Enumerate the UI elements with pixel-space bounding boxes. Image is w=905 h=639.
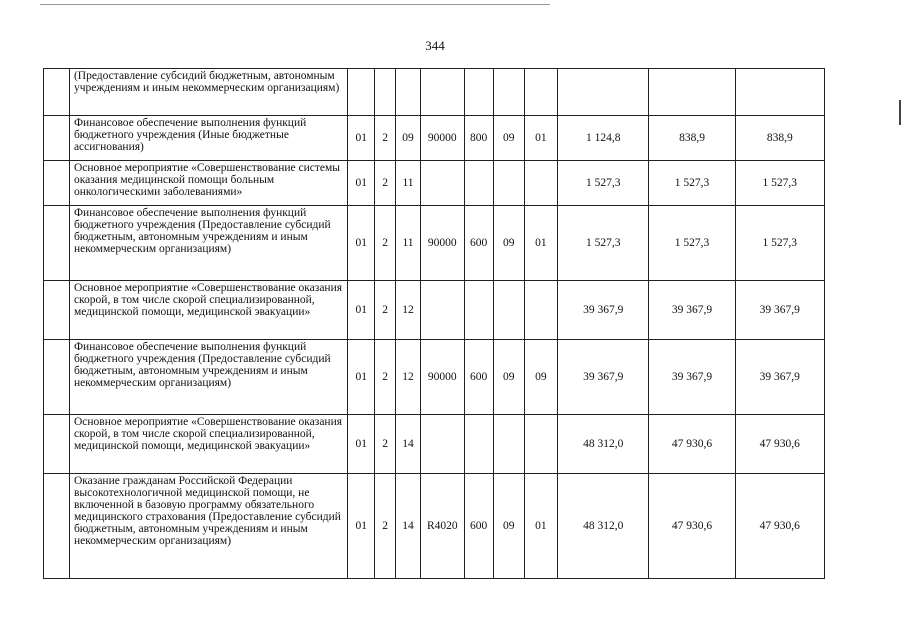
right-edge-mark [899, 100, 901, 125]
code-subprogram: 2 [375, 281, 396, 340]
table-row [44, 206, 825, 281]
row-description: Основное мероприятие «Совершенствование оказания скорой, в том числе скорой специализированной, медицинской помощи, медицинской эвакуации» [69, 281, 347, 340]
amount-year-2: 39 367,9 [649, 340, 735, 415]
table-row [44, 281, 825, 340]
top-scan-rule [40, 4, 550, 5]
page-number: 344 [425, 38, 445, 53]
code-subprogram: 2 [375, 340, 396, 415]
amount-year-1: 48 312,0 [558, 415, 649, 474]
code-event: 14 [396, 474, 421, 579]
code-section: 09 [493, 116, 524, 161]
amount-year-3: 39 367,9 [735, 281, 824, 340]
code-subsection [524, 415, 557, 474]
code-direction [420, 415, 464, 474]
code-subprogram: 2 [375, 161, 396, 206]
code-subsection [524, 69, 557, 116]
amount-year-1: 1 527,3 [558, 161, 649, 206]
table-cell-blank [44, 281, 70, 340]
code-direction: 90000 [420, 206, 464, 281]
table-cell-blank [44, 161, 70, 206]
code-subsection: 09 [524, 340, 557, 415]
code-event: 12 [396, 340, 421, 415]
code-subsection [524, 281, 557, 340]
code-section [493, 161, 524, 206]
code-subsection: 01 [524, 206, 557, 281]
amount-year-2: 47 930,6 [649, 474, 735, 579]
code-section: 09 [493, 340, 524, 415]
amount-year-2: 1 527,3 [649, 161, 735, 206]
amount-year-2 [649, 69, 735, 116]
code-expense-type [464, 161, 493, 206]
amount-year-1: 39 367,9 [558, 281, 649, 340]
code-direction [420, 161, 464, 206]
table-cell-blank [44, 69, 70, 116]
code-subprogram: 2 [375, 206, 396, 281]
table-cell-blank [44, 415, 70, 474]
code-section: 09 [493, 474, 524, 579]
amount-year-2: 1 527,3 [649, 206, 735, 281]
code-program: 01 [348, 474, 375, 579]
code-expense-type [464, 69, 493, 116]
amount-year-3: 838,9 [735, 116, 824, 161]
amount-year-3: 47 930,6 [735, 415, 824, 474]
amount-year-2: 838,9 [649, 116, 735, 161]
amount-year-2: 47 930,6 [649, 415, 735, 474]
amount-year-1: 39 367,9 [558, 340, 649, 415]
row-description: (Предоставление субсидий бюджетным, автономным учреждениям и иным некоммерческим организациям) [69, 69, 347, 116]
code-direction [420, 281, 464, 340]
code-direction: 90000 [420, 116, 464, 161]
code-expense-type: 800 [464, 116, 493, 161]
code-expense-type: 600 [464, 206, 493, 281]
table-row [44, 116, 825, 161]
row-description: Финансовое обеспечение выполнения функций бюджетного учреждения (Иные бюджетные ассигнования) [69, 116, 347, 161]
code-program: 01 [348, 116, 375, 161]
amount-year-1: 1 527,3 [558, 206, 649, 281]
table-row [44, 69, 825, 116]
row-description: Финансовое обеспечение выполнения функций бюджетного учреждения (Предоставление субсидий бюджетным, автономным учреждениям и иным некоммерческим организациям) [69, 340, 347, 415]
code-section [493, 281, 524, 340]
code-program: 01 [348, 206, 375, 281]
code-event [396, 69, 421, 116]
table-row [44, 415, 825, 474]
code-expense-type [464, 281, 493, 340]
code-event: 12 [396, 281, 421, 340]
amount-year-3: 47 930,6 [735, 474, 824, 579]
code-event: 14 [396, 415, 421, 474]
code-direction: 90000 [420, 340, 464, 415]
amount-year-1: 1 124,8 [558, 116, 649, 161]
row-description: Основное мероприятие «Совершенствование оказания скорой, в том числе скорой специализированной, медицинской помощи, медицинской эвакуации» [69, 415, 347, 474]
table-row [44, 161, 825, 206]
code-event: 09 [396, 116, 421, 161]
table-cell-blank [44, 474, 70, 579]
code-section [493, 415, 524, 474]
code-direction: R4020 [420, 474, 464, 579]
code-expense-type: 600 [464, 474, 493, 579]
amount-year-1 [558, 69, 649, 116]
code-subprogram: 2 [375, 116, 396, 161]
amount-year-3: 1 527,3 [735, 206, 824, 281]
code-subsection [524, 161, 557, 206]
amount-year-3: 39 367,9 [735, 340, 824, 415]
code-expense-type [464, 415, 493, 474]
amount-year-3: 1 527,3 [735, 161, 824, 206]
code-program: 01 [348, 281, 375, 340]
row-description: Оказание гражданам Российской Федерации высокотехнологичной медицинской помощи, не включенной в базовую программу обязательного медицинского страхования (Предоставление субсидий бюджетным, автономным учреждениям и иным некоммерческим организациям) [69, 474, 347, 579]
code-subsection: 01 [524, 474, 557, 579]
table-cell-blank [44, 340, 70, 415]
code-expense-type: 600 [464, 340, 493, 415]
code-program: 01 [348, 415, 375, 474]
code-event: 11 [396, 161, 421, 206]
table-cell-blank [44, 116, 70, 161]
code-subprogram [375, 69, 396, 116]
table-cell-blank [44, 206, 70, 281]
amount-year-1: 48 312,0 [558, 474, 649, 579]
code-section: 09 [493, 206, 524, 281]
code-direction [420, 69, 464, 116]
amount-year-3 [735, 69, 824, 116]
code-subprogram: 2 [375, 474, 396, 579]
budget-table [43, 68, 825, 579]
table-row [44, 474, 825, 579]
row-description: Финансовое обеспечение выполнения функций бюджетного учреждения (Предоставление субсидий бюджетным, автономным учреждениям и иным некоммерческим организациям) [69, 206, 347, 281]
code-program: 01 [348, 161, 375, 206]
code-program: 01 [348, 340, 375, 415]
code-event: 11 [396, 206, 421, 281]
code-subsection: 01 [524, 116, 557, 161]
code-subprogram: 2 [375, 415, 396, 474]
row-description: Основное мероприятие «Совершенствование системы оказания медицинской помощи больным онкологическими заболеваниями» [69, 161, 347, 206]
amount-year-2: 39 367,9 [649, 281, 735, 340]
table-row [44, 340, 825, 415]
code-program [348, 69, 375, 116]
code-section [493, 69, 524, 116]
